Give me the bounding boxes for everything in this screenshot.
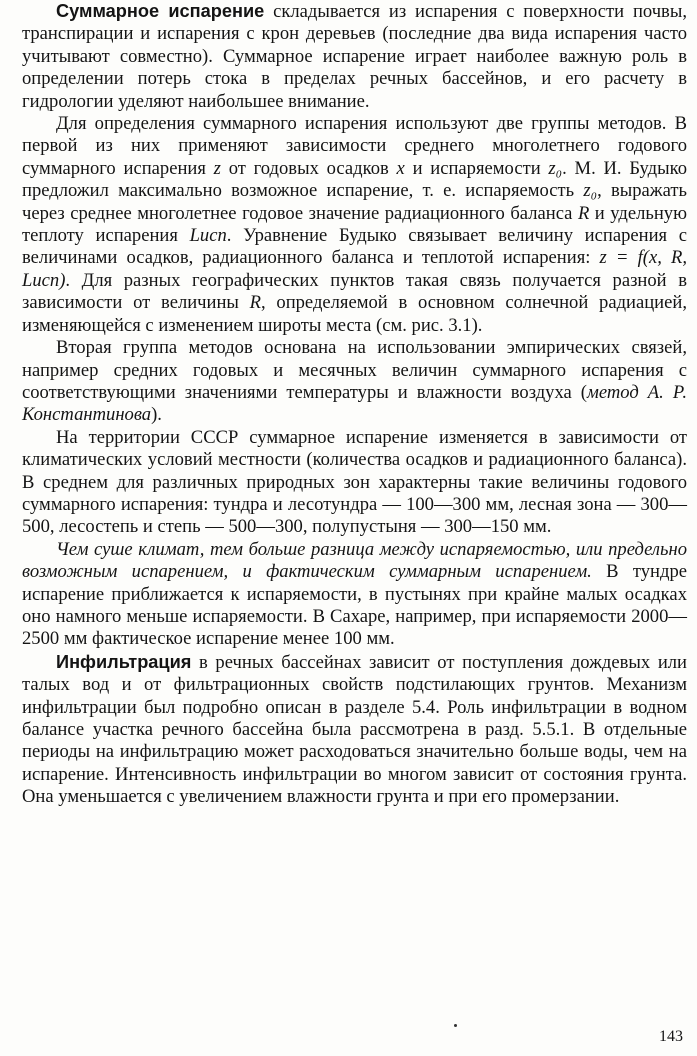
paragraph-2 — [22, 113, 687, 337]
italic-text: z — [213, 157, 221, 179]
body-text: Для определения суммарного испарения используют две группы методов. В первой из них применяют зависимости среднего многолетнего годового суммарного испарения — [22, 113, 687, 179]
body-text: и удельную теплоту испарения — [22, 202, 687, 247]
body-text: от годовых осадков — [220, 157, 397, 179]
term-heading: Инфильтрация — [56, 651, 192, 672]
italic-text: Чем суше климат, тем больше разница между испаряемостью, или предельно возможным испарением, и фактическим суммарным испарением. — [22, 538, 687, 583]
body-text: Вторая группа методов основана на использовании эмпирических связей, например средних годовых и месячных величин суммарного испарения с соответствующими значениями температуры и влажности воздуха ( — [22, 337, 687, 403]
italic-text: z₀ — [548, 157, 563, 179]
body-text: в речных бассейнах зависит от поступления дождевых или талых вод и от фильтрационных свойств подстилающих грунтов. Механизм инфильтрации был подробно описан в разделе 5.4. Роль инфильтрации в водном балансе участка речного бассейна была рассмотрена в разд. 5.5.1. В отдельные периоды на инфильтрацию может расходоваться значительно больше воды, чем на испарение. Интенсивность инфильтрации во многом зависит от состояния грунта. Она уменьшается с увеличением влажности грунта и при его промерзании. — [22, 651, 687, 808]
italic-text: Lисп — [189, 225, 227, 247]
body-text: , выражать через среднее многолетнее годовое значение радиационного баланса — [22, 180, 688, 224]
body-text: и испаряемости — [404, 157, 549, 179]
body-text: складывается из испарения с поверхности почвы, транспирации и испарения с крон деревьев (последние два вида испарения часто учитывают совместно). Суммарное испарение играет наиболее важную роль в определении потерь стока в пределах речных бассейнов, и его расчету в гидрологии уделяют наибольшее внимание. — [22, 1, 687, 112]
italic-text: R — [249, 292, 262, 314]
paragraph-4 — [22, 427, 687, 539]
italic-text: z₀ — [583, 180, 598, 202]
body-text: . М. И. Будыко предложил максимально возможное испарение, т. е. испаряемость — [22, 157, 688, 202]
page-number: 143 — [659, 1028, 683, 1045]
body-text: . Уравнение Будыко связывает величину испарения с величинами осадков, радиационного баланса и теплотой испарения: — [22, 225, 687, 269]
body-text: В тундре испарение приближается к испаряемости, в пустынях при крайне малых осадках оно намного меньше испаряемости. В Сахаре, например, при испаряемости 2000—2500 мм фактическое испарение менее 100 мм. — [22, 561, 688, 650]
paragraph-5 — [22, 539, 687, 651]
italic-text: R — [577, 202, 590, 224]
paragraph-1 — [22, 0, 687, 113]
body-text: ). — [151, 404, 162, 426]
print-speck — [454, 1024, 457, 1027]
body-text: . Для разных географических пунктов такая связь получается разной в зависимости от величины — [22, 269, 687, 314]
term-heading: Суммарное испарение — [56, 1, 265, 21]
page-body-text — [22, 0, 687, 809]
paragraph-3 — [22, 337, 687, 427]
paragraph-6 — [22, 651, 687, 809]
body-text: , определяемой в основном солнечной радиацией, изменяющейся с изменением широты места (см. рис. 3.1). — [22, 292, 687, 336]
italic-text: метод А. Р. Константинова — [22, 381, 687, 426]
italic-text: x — [396, 157, 405, 179]
italic-text: z = f(x, R, Lисп) — [22, 247, 687, 291]
body-text: На территории СССР суммарное испарение изменяется в зависимости от климатических условий местности (количества осадков и радиационного баланса). В среднем для различных природных зон характерны такие величины годового суммарного испарения: тундра и лесотундра — 100—300 мм, лесная зона — 300—500, лесостепь и степь — 500—300, полупустыня — 300—150 мм. — [22, 426, 687, 538]
